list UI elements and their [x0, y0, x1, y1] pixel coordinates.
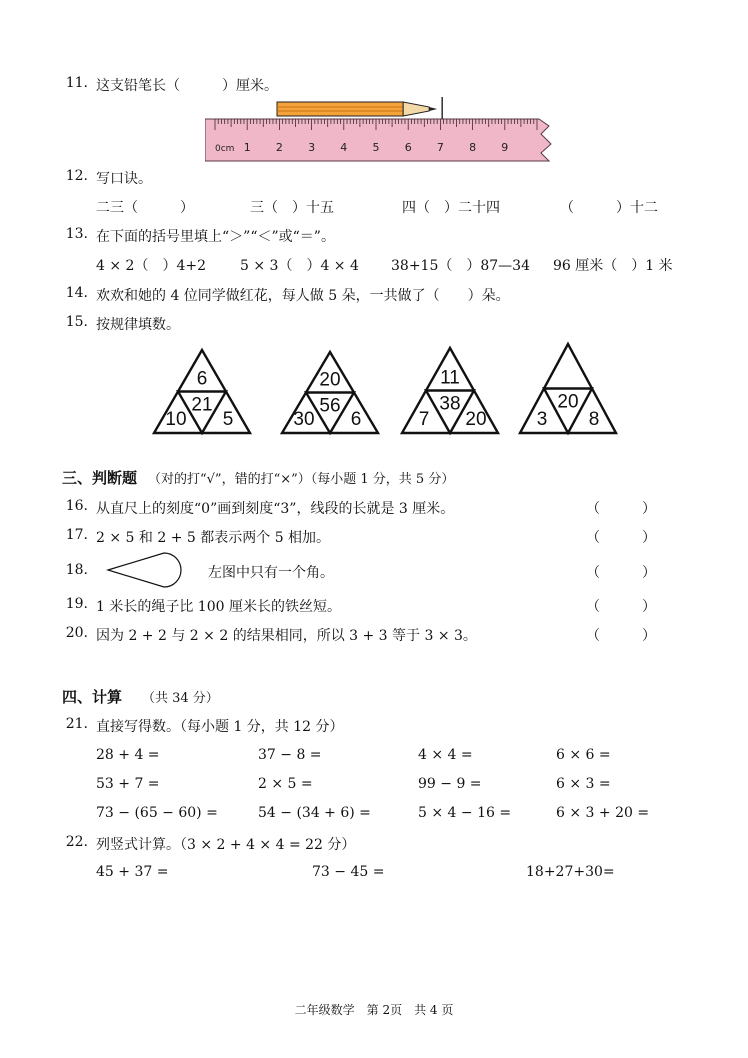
triangle-top-number: 6 [196, 368, 208, 390]
compare-item: 38+15（ ）87—34 [391, 258, 530, 274]
triangle-top-number: 20 [319, 369, 341, 391]
question-number: 11. [65, 75, 88, 91]
triangle-pattern-figure [150, 340, 630, 440]
question-number: 21. [65, 716, 88, 732]
calc-item: 99 − 9 = [418, 776, 482, 792]
question-number: 16. [65, 498, 88, 514]
calc-item: 28 + 4 = [96, 747, 160, 763]
ruler-label: 1 [243, 141, 251, 154]
section-title: 三、判断题 [62, 469, 138, 487]
pencil-body [277, 102, 403, 116]
fill-item: （ ）十二 [560, 200, 658, 216]
vertical-calc-item: 18+27+30= [526, 864, 615, 880]
calc-item: 6 × 3 + 20 = [556, 805, 650, 821]
question-text: 直接写得数。（每小题 1 分，共 12 分） [96, 719, 344, 735]
section-title: 四、计算 [62, 688, 123, 706]
question-text: 从直尺上的刻度“0”画到刻度“3”，线段的长就是 3 厘米。 [96, 501, 455, 517]
question-text: 1 米长的绳子比 100 厘米长的铁丝短。 [96, 599, 341, 615]
question-text: 在下面的括号里填上“＞”“＜”或“＝”。 [96, 229, 335, 245]
compare-item: 96 厘米（ ）1 米 [553, 258, 673, 274]
calc-item: 2 × 5 = [258, 776, 313, 792]
answer-blank[interactable]: （ ） [586, 566, 656, 581]
calc-item: 6 × 3 = [556, 776, 611, 792]
question-number: 19. [65, 596, 88, 612]
page-footer: 二年级数学 第 2页 共 4 页 [294, 1003, 454, 1017]
compare-item: 4 × 2（ ）4+2 [96, 258, 206, 274]
calc-item: 53 + 7 = [96, 776, 160, 792]
answer-blank[interactable]: （ ） [586, 531, 656, 546]
question-text: 按规律填数。 [96, 317, 180, 333]
fill-item: 三（ ）十五 [250, 200, 334, 216]
ruler-figure [205, 97, 555, 165]
fill-item: 二三（ ） [96, 200, 194, 216]
triangle-right-number: 8 [588, 409, 600, 430]
question-text: 因为 2 + 2 与 2 × 2 的结果相同，所以 3 + 3 等于 3 × 3。 [96, 628, 477, 644]
compare-item: 5 × 3（ ）4 × 4 [240, 258, 359, 274]
ruler-label: 2 [275, 141, 283, 154]
question-number: 22. [65, 834, 88, 850]
triangle-left-number: 3 [536, 409, 548, 430]
vertical-calc-item: 73 − 45 = [312, 864, 385, 880]
calc-item: 6 × 6 = [556, 747, 611, 763]
question-text: 列竖式计算。（3 × 2 + 4 × 4 = 22 分） [96, 837, 356, 853]
triangle-middle-number: 38 [439, 393, 461, 415]
section-note: （共 34 分） [142, 691, 219, 706]
calc-item: 37 − 8 = [258, 747, 322, 763]
ruler-label: 9 [501, 141, 509, 154]
calc-item: 4 × 4 = [418, 747, 473, 763]
question-number: 14. [65, 285, 88, 301]
question-text: 写口诀。 [96, 171, 152, 187]
triangle-top-number: 11 [440, 367, 460, 389]
ruler-label: 6 [404, 141, 412, 154]
sector-shape-figure [104, 550, 186, 590]
question-text: 左图中只有一个角。 [208, 565, 334, 581]
question-number: 18. [65, 562, 88, 578]
triangle-right-number: 5 [222, 409, 234, 430]
calc-item: 54 − (34 + 6) = [258, 805, 371, 821]
answer-blank[interactable]: （ ） [586, 629, 656, 644]
calc-item: 73 − (65 − 60) = [96, 805, 218, 821]
triangle-left-number: 30 [293, 409, 315, 430]
section-note: （对的打“√”，错的打“×”）（每小题 1 分，共 5 分） [148, 472, 455, 487]
question-text: 2 × 5 和 2 + 5 都表示两个 5 相加。 [96, 530, 331, 546]
answer-blank[interactable]: （ ） [586, 502, 656, 517]
triangle-middle-number: 20 [557, 391, 579, 413]
question-number: 12. [65, 168, 88, 184]
question-number: 17. [65, 527, 88, 543]
triangle-middle-number: 56 [319, 395, 341, 417]
triangle-left-number: 7 [418, 409, 430, 430]
triangle-middle-number: 21 [191, 394, 213, 416]
ruler-label: 7 [436, 141, 444, 154]
question-text: 欢欢和她的 4 位同学做红花，每人做 5 朵，一共做了（ ）朵。 [96, 288, 510, 304]
question-number: 20. [65, 625, 88, 641]
pencil-wood [403, 102, 429, 116]
vertical-calc-item: 45 + 37 = [96, 864, 169, 880]
answer-blank[interactable]: （ ） [586, 600, 656, 615]
question-number: 13. [65, 226, 88, 242]
ruler-label: 3 [308, 141, 316, 154]
pencil-tip [429, 107, 437, 111]
triangle-left-number: 10 [165, 409, 187, 430]
ruler-label: 5 [372, 141, 380, 154]
ruler-label: 4 [340, 141, 348, 154]
question-number: 15. [65, 314, 88, 330]
question-text: 这支铅笔长（ ）厘米。 [96, 78, 278, 94]
ruler-body [205, 119, 551, 161]
triangle-right-number: 6 [350, 409, 362, 430]
calc-item: 5 × 4 − 16 = [418, 805, 512, 821]
fill-item: 四（ ）二十四 [402, 200, 500, 216]
triangle-right-number: 20 [465, 409, 487, 430]
ruler-label: 0cm [215, 144, 235, 154]
ruler-label: 8 [469, 141, 477, 154]
